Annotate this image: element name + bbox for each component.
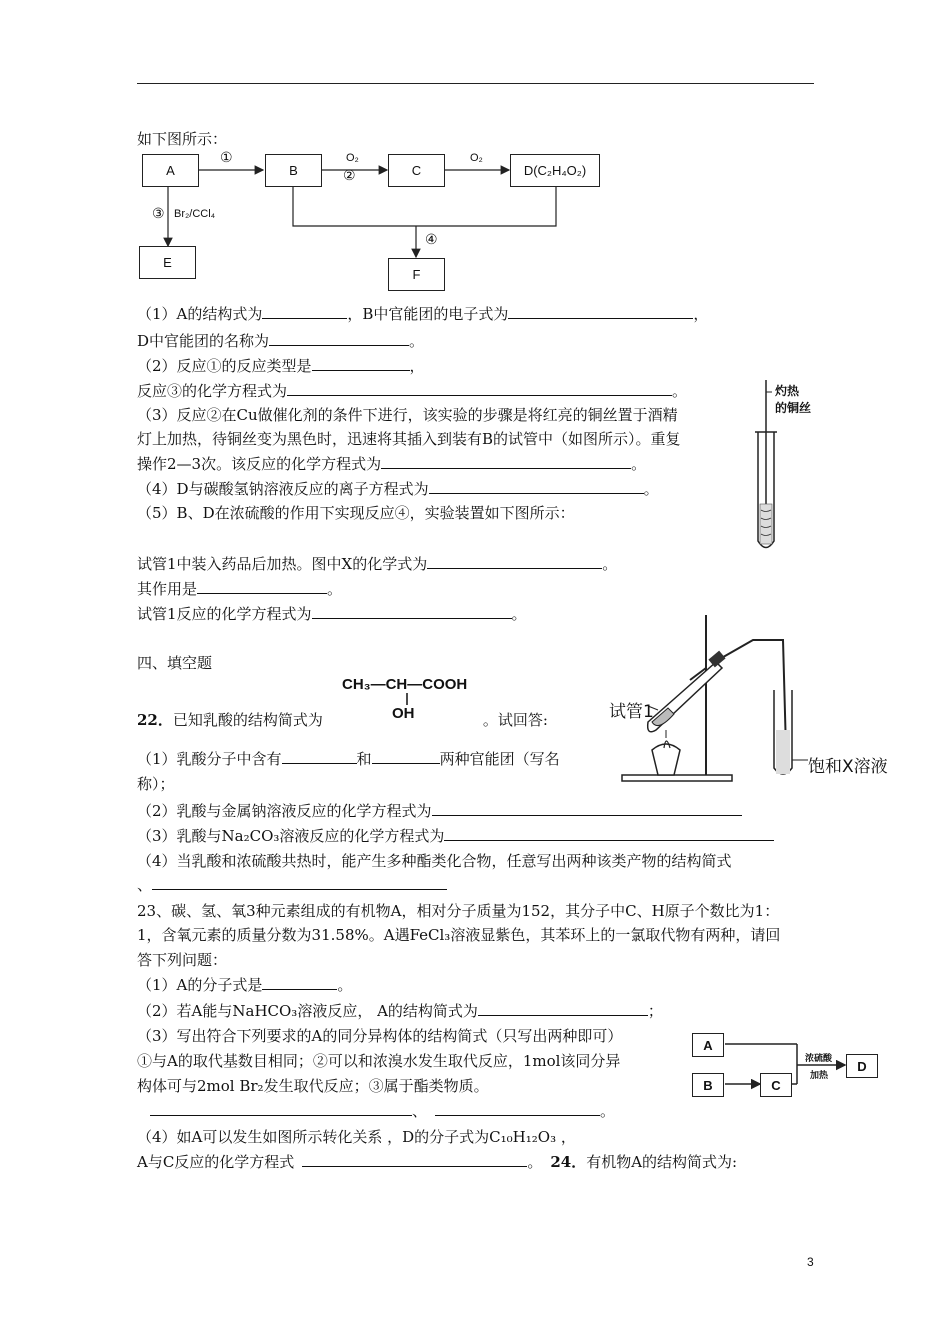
q22-line-1-cont: 称）； [137, 775, 175, 793]
q22-line-1: （1）乳酸分子中含有 和 两种官能团（写名 [137, 750, 560, 768]
q23-line-9: 、 。 [150, 1100, 615, 1121]
section-4-heading: 四、填空题 [137, 654, 213, 672]
lactic-formula-top: CH₃—CH—COOH [342, 676, 468, 693]
step-2-label: ② [343, 168, 356, 184]
o2-label-1: O₂ [346, 152, 359, 164]
acd-box-d: D [846, 1054, 878, 1078]
acd-box-b: B [692, 1073, 724, 1097]
q23-line-11: A与C反应的化学方程式 。 24．有机物A的结构简式为: [137, 1153, 738, 1171]
box-b: B [265, 154, 322, 187]
q21-line-5: （3）反应②在Cu做催化剂的条件下进行，该实验的步骤是将红亮的铜丝置于酒精 [137, 406, 678, 424]
q21-line-12: 试管1反应的化学方程式为 。 [137, 605, 527, 623]
q21-line-1: （1）A的结构式为 ，B中官能团的电子式为 ， [137, 305, 709, 323]
q23-line-8: 构体可与2mol Br₂发生取代反应；③属于酯类物质。 [137, 1077, 489, 1095]
q22-line-3: （3）乳酸与Na₂CO₃溶液反应的化学方程式为 [137, 825, 774, 846]
q22-line-5: 、 [137, 874, 447, 895]
q22-line-4: （4）当乳酸和浓硫酸共热时，能产生多种酯类化合物，任意写出两种该类产物的结构简式 [137, 852, 732, 870]
box-a: A [142, 154, 199, 187]
q21-line-9: （5）B、D在浓硫酸的作用下实现反应④，实验装置如下图所示： [137, 504, 575, 522]
box-c: C [388, 154, 445, 187]
q21-line-3: （2）反应①的反应类型是 ， [137, 357, 425, 375]
wire-label-2: 的铜丝 [775, 401, 812, 415]
q21-line-11: 其作用是 。 [137, 580, 343, 598]
q23-line-5: （2）若A能与NaHCO₃溶液反应， A的结构简式为 ； [137, 1002, 663, 1020]
q23-line-7: ①与A的取代基数目相同；②可以和浓溴水发生取代反应，1mol该同分异 [137, 1052, 621, 1070]
q21-line-8: （4）D与碳酸氢钠溶液反应的离子方程式为 。 [137, 480, 659, 498]
q22-line-2: （2）乳酸与金属钠溶液反应的化学方程式为 [137, 800, 742, 821]
q23-line-3: 答下列问题： [137, 951, 228, 969]
acd-box-a: A [692, 1033, 724, 1057]
o2-label-2: O₂ [470, 152, 483, 164]
q21-line-7: 操作2—3次。该反应的化学方程式为 。 [137, 455, 647, 473]
acd-cond-2: 加热 [810, 1071, 829, 1081]
lactic-formula-oh: OH [392, 705, 415, 722]
apparatus-solution-label: 饱和X溶液 [808, 757, 888, 777]
q22-stem: 22．已知乳酸的结构简式为 。试回答: [137, 711, 548, 729]
box-f: F [388, 258, 445, 291]
q21-line-4: 反应③的化学方程式为 。 [137, 382, 688, 400]
q23-line-4: （1）A的分子式是 。 [137, 976, 353, 994]
apparatus-tube1-label: 试管1 [609, 702, 654, 722]
step-4-label: ④ [425, 232, 438, 248]
page-number: 3 [807, 1255, 814, 1269]
box-d: D(C₂H₄O₂) [510, 154, 600, 187]
box-e: E [139, 246, 196, 279]
step-1-label: ① [220, 150, 233, 166]
q21-line-2: D中官能团的名称为 。 [137, 332, 425, 350]
acd-cond-1: 浓硫酸 [805, 1054, 833, 1064]
q23-line-2: 1，含氧元素的质量分数为31.58%。A遇FeCl₃溶液显紫色，其苯环上的一氯取代物有两种，请回 [137, 926, 781, 944]
intro-text: 如下图所示： [137, 130, 228, 148]
q21-line-10: 试管1中装入药品后加热。图中X的化学式为 。 [137, 555, 618, 573]
acd-box-c: C [760, 1073, 792, 1097]
q21-line-6: 灯上加热，待铜丝变为黑色时，迅速将其插入到装有B的试管中（如图所示）。重复 [137, 430, 681, 448]
step-3-label: ③ [152, 206, 165, 222]
q23-line-6: （3）写出符合下列要求的A的同分异构体的结构简式（只写出两种即可） [137, 1027, 623, 1045]
q23-line-10: （4）如A可以发生如图所示转化关系 ，D的分子式为C₁₀H₁₂O₃ ， [137, 1128, 576, 1146]
reagent-e-label: Br₂/CCl₄ [174, 208, 216, 220]
wire-label-1: 灼热 [775, 384, 800, 398]
q23-line-1: 23、碳、氢、氧3种元素组成的有机物A，相对分子质量为152，其分子中C、H原子个数比为1： [137, 902, 780, 920]
